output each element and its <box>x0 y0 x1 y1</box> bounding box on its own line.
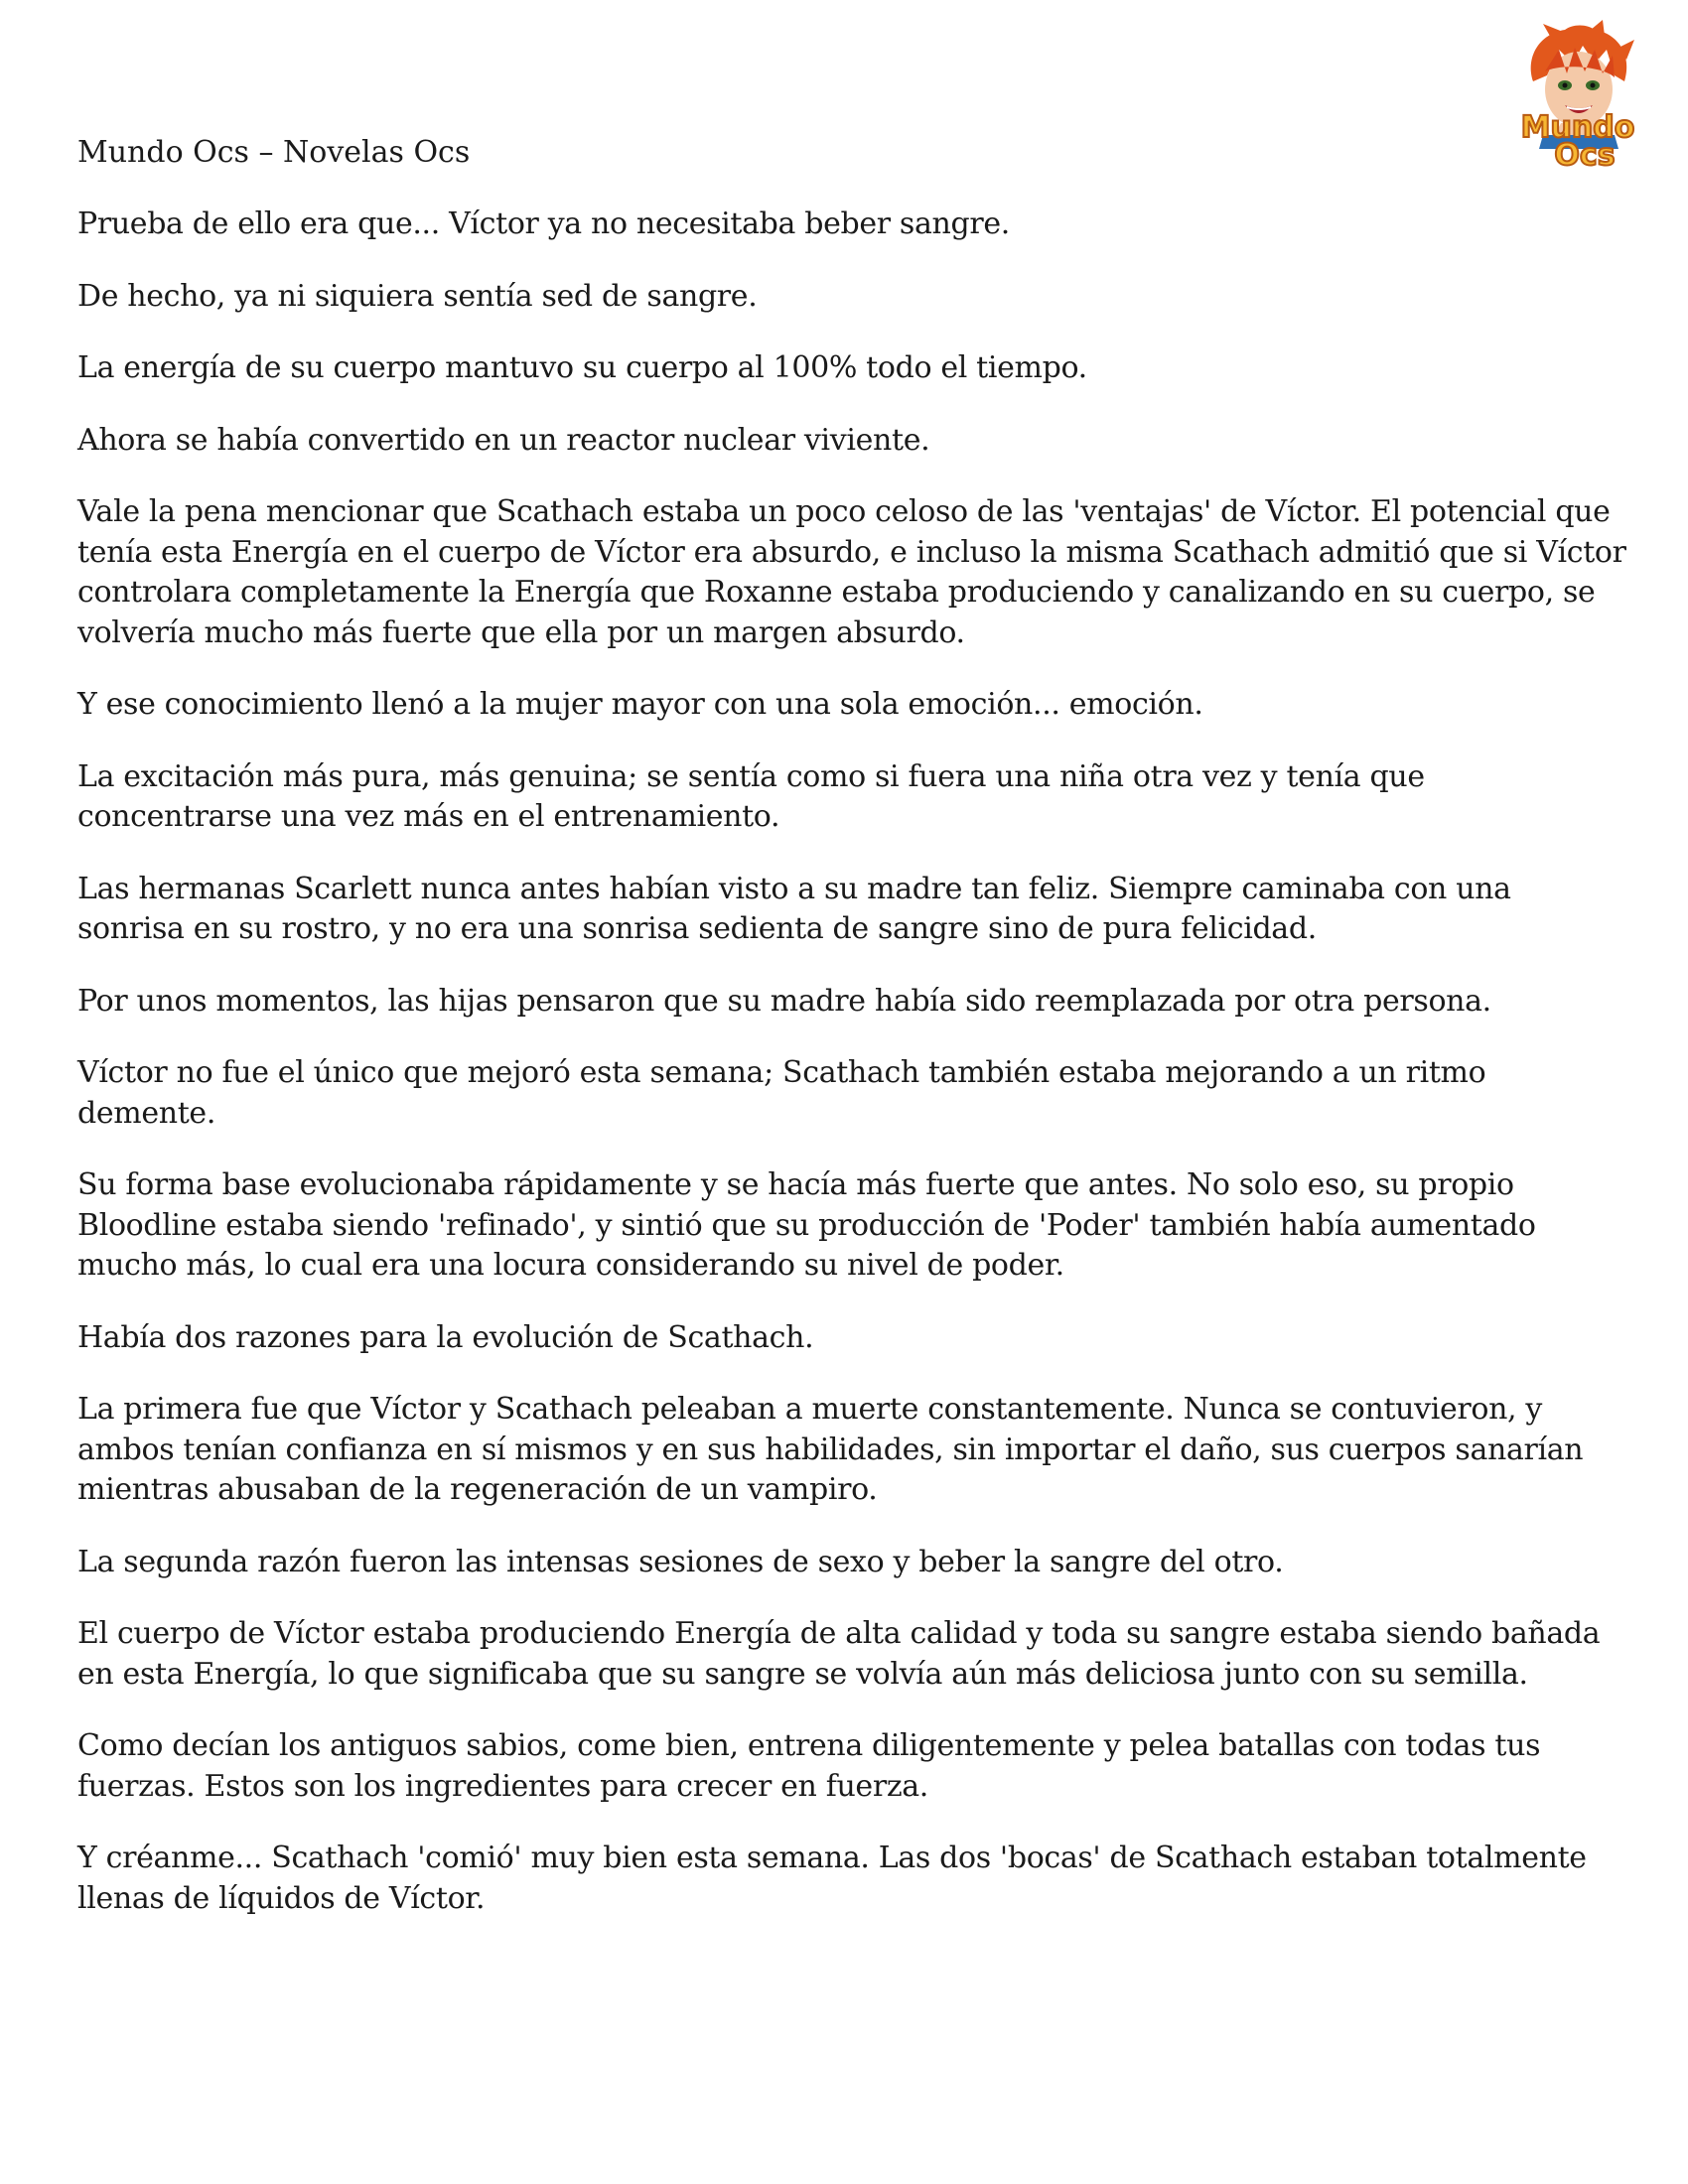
paragraph: Ahora se había convertido en un reactor nuclear viviente. <box>77 422 930 458</box>
logo-text-ocs: Ocs <box>1554 138 1616 169</box>
document-header: Mundo Ocs – Novelas Ocs <box>77 135 471 170</box>
paragraph: Vale la pena mencionar que Scathach estaba un poco celoso de las 'ventajas' de Víctor. El potencial que tenía esta Energía en el cuerpo de Víctor era absurdo, e incluso la misma Scathach admitió que si Víctor controlara completamente la Energía que Roxanne estaba produciendo y canalizando en su cuerpo, se volvería mucho más fuerte que ella por un margen absurdo. <box>77 494 1626 650</box>
paragraph: La energía de su cuerpo mantuvo su cuerpo al 100% todo el tiempo. <box>77 350 1087 385</box>
paragraph: La excitación más pura, más genuina; se sentía como si fuera una niña otra vez y tenía que concentrarse una vez más en el entrenamiento. <box>77 758 1425 834</box>
paragraph: Como decían los antiguos sabios, come bien, entrena diligentemente y pelea batallas con todas tus fuerzas. Estos son los ingredientes para crecer en fuerza. <box>77 1728 1541 1804</box>
paragraph: Víctor no fue el único que mejoró esta semana; Scathach también estaba mejorando a un ritmo demente. <box>77 1055 1486 1131</box>
paragraph: Su forma base evolucionaba rápidamente y se hacía más fuerte que antes. No solo eso, su propio Bloodline estaba siendo 'refinado', y sintió que su producción de 'Poder' también había aumentado mucho más, lo cual era una locura considerando su nivel de poder. <box>77 1167 1536 1283</box>
paragraph: Y créanme... Scathach 'comió' muy bien esta semana. Las dos 'bocas' de Scathach estaban totalmente llenas de líquidos de Víctor. <box>77 1841 1587 1916</box>
logo-text-mundo: Mundo <box>1520 110 1635 145</box>
paragraph: La primera fue que Víctor y Scathach peleaban a muerte constantemente. Nunca se contuvieron, y ambos tenían confianza en sí mismos y en sus habilidades, sin importar el daño, sus cuerpos sanarían mientras abusaban de la regeneración de un vampiro. <box>77 1392 1584 1507</box>
paragraph: La segunda razón fueron las intensas sesiones de sexo y beber la sangre del otro. <box>77 1544 1284 1579</box>
mundo-ocs-logo <box>1503 20 1652 169</box>
paragraph: El cuerpo de Víctor estaba produciendo Energía de alta calidad y toda su sangre estaba siendo bañada en esta Energía, lo que significaba que su sangre se volvía aún más deliciosa junto con su semilla. <box>77 1616 1601 1692</box>
paragraph: Había dos razones para la evolución de Scathach. <box>77 1319 814 1355</box>
paragraph: Las hermanas Scarlett nunca antes habían visto a su madre tan feliz. Siempre caminaba con una sonrisa en su rostro, y no era una sonrisa sedienta de sangre sino de pura felicidad. <box>77 871 1511 946</box>
paragraph: De hecho, ya ni siquiera sentía sed de sangre. <box>77 278 758 314</box>
paragraph: Y ese conocimiento llenó a la mujer mayor con una sola emoción... emoción. <box>77 687 1203 722</box>
paragraph: Prueba de ello era que... Víctor ya no necesitaba beber sangre. <box>77 206 1010 241</box>
document-body <box>77 205 1626 1951</box>
paragraph: Por unos momentos, las hijas pensaron que su madre había sido reemplazada por otra persona. <box>77 983 1491 1019</box>
